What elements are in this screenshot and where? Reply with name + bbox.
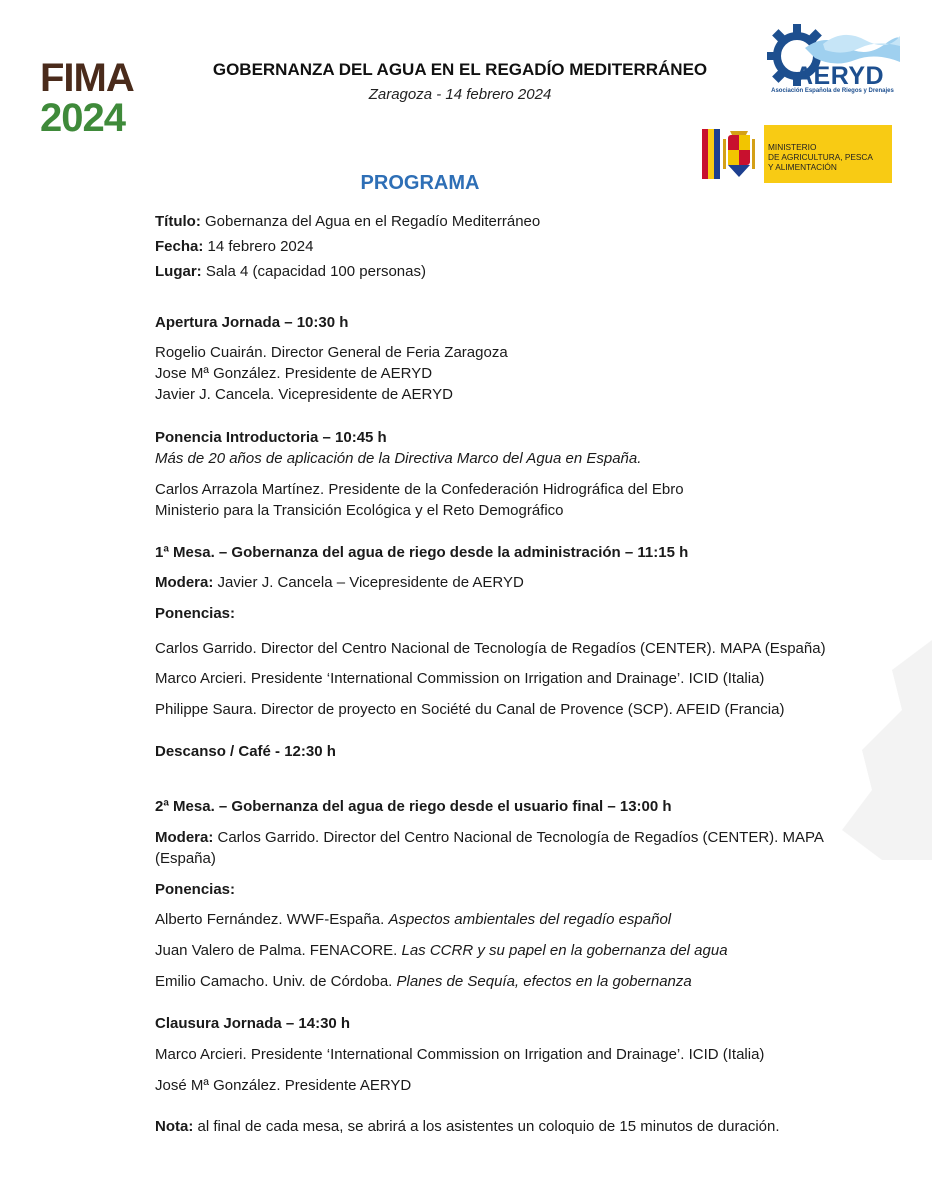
mesa2-modera-value-cont: (España) bbox=[155, 850, 216, 867]
lugar-row bbox=[155, 262, 426, 281]
mesa2-ponencia bbox=[155, 972, 692, 991]
mesa1-ponencia: Carlos Garrido. Director del Centro Nacional de Tecnología de Regadíos (CENTER). MAPA (España) bbox=[155, 640, 826, 657]
titulo-value: Gobernanza del Agua en el Regadío Mediterráneo bbox=[200, 213, 541, 230]
aeryd-logo-tagline: Asociación Española de Riegos y Drenajes bbox=[771, 88, 894, 94]
clausura-speaker: José Mª González. Presidente AERYD bbox=[155, 1077, 412, 1094]
titulo-row bbox=[155, 212, 540, 231]
mesa1-ponencias-label: Ponencias: bbox=[155, 605, 236, 622]
mesa2-modera-row bbox=[155, 828, 824, 847]
fima-2024-logo bbox=[40, 58, 160, 148]
mesa2-heading: 2ª Mesa. – Gobernanza del agua de riego desde el usuario final – 13:00 h bbox=[155, 798, 672, 815]
mesa2-ponencia bbox=[155, 941, 728, 960]
mesa2-ponencia-topic: Las CCRR y su papel en la gobernanza del agua bbox=[401, 942, 728, 959]
nota-label: Nota: bbox=[155, 1118, 194, 1135]
mesa1-modera-row bbox=[155, 573, 524, 592]
titulo-label: Título: bbox=[155, 213, 201, 230]
lugar-value: Sala 4 (capacidad 100 personas) bbox=[201, 263, 426, 280]
mesa1-ponencia: Marco Arcieri. Presidente ‘International Commission on Irrigation and Drainage’. ICID (Italia) bbox=[155, 670, 765, 687]
fecha-row bbox=[155, 237, 313, 256]
document-title: GOBERNANZA DEL AGUA EN EL REGADÍO MEDITERRÁNEO bbox=[212, 60, 708, 79]
mesa2-ponencia-topic: Aspectos ambientales del regadío español bbox=[388, 911, 672, 928]
apertura-speaker: Jose Mª González. Presidente de AERYD bbox=[155, 365, 433, 382]
mesa2-ponencia-topic: Planes de Sequía, efectos en la gobernanza bbox=[396, 973, 692, 990]
spain-coat-of-arms-icon bbox=[698, 125, 764, 183]
aeryd-logo bbox=[765, 18, 900, 96]
nota-text: al final de cada mesa, se abrirá a los asistentes un coloquio de 15 minutos de duración. bbox=[193, 1118, 780, 1135]
apertura-speaker: Rogelio Cuairán. Director General de Feria Zaragoza bbox=[155, 344, 508, 361]
apertura-speaker: Javier J. Cancela. Vicepresidente de AERYD bbox=[155, 386, 453, 403]
mesa1-ponencia: Philippe Saura. Director de proyecto en Société du Canal de Provence (SCP). AFEID (Francia) bbox=[155, 701, 785, 718]
mesa1-modera-value: Javier J. Cancela – Vicepresidente de AERYD bbox=[213, 574, 524, 591]
mesa2-modera-label: Modera: bbox=[155, 829, 214, 846]
mesa2-modera-value: Carlos Garrido. Director del Centro Nacional de Tecnología de Regadíos (CENTER). MAPA bbox=[213, 829, 824, 846]
clausura-heading: Clausura Jornada – 14:30 h bbox=[155, 1015, 351, 1032]
nota-row bbox=[155, 1117, 780, 1136]
aeryd-logo-name: AERYD bbox=[795, 62, 885, 90]
fecha-label: Fecha: bbox=[155, 238, 204, 255]
mesa2-ponencia-speaker: Alberto Fernández. WWF-España. bbox=[155, 911, 389, 928]
ministerio-line-3: Y ALIMENTACIÓN bbox=[768, 162, 837, 172]
mesa2-ponencia-speaker: Juan Valero de Palma. FENACORE. bbox=[155, 942, 402, 959]
mesa2-ponencias-label: Ponencias: bbox=[155, 881, 236, 898]
ponencia-intro-speaker: Carlos Arrazola Martínez. Presidente de la Confederación Hidrográfica del Ebro bbox=[155, 481, 684, 498]
document-subtitle: Zaragoza - 14 febrero 2024 bbox=[368, 86, 552, 103]
apertura-heading: Apertura Jornada – 10:30 h bbox=[155, 314, 349, 331]
mesa2-ponencia-speaker: Emilio Camacho. Univ. de Córdoba. bbox=[155, 973, 397, 990]
ponencia-intro-topic: Más de 20 años de aplicación de la Directiva Marco del Agua en España. bbox=[155, 450, 642, 467]
fima-logo-text: FIMA bbox=[40, 56, 134, 100]
lugar-label: Lugar: bbox=[155, 263, 202, 280]
ministerio-logo bbox=[698, 125, 892, 183]
ministerio-line-1: MINISTERIO bbox=[768, 142, 817, 152]
descanso-heading: Descanso / Café - 12:30 h bbox=[155, 743, 336, 760]
ponencia-intro-heading: Ponencia Introductoria – 10:45 h bbox=[155, 429, 387, 446]
fecha-value: 14 febrero 2024 bbox=[203, 238, 314, 255]
background-watermark-shape bbox=[772, 640, 932, 860]
ponencia-intro-affiliation: Ministerio para la Transición Ecológica y el Reto Demográfico bbox=[155, 502, 564, 519]
fima-logo-year: 2024 bbox=[40, 96, 125, 140]
mesa1-modera-label: Modera: bbox=[155, 574, 214, 591]
mesa2-ponencia bbox=[155, 910, 671, 929]
mesa1-heading: 1ª Mesa. – Gobernanza del agua de riego desde la administración – 11:15 h bbox=[155, 544, 689, 561]
clausura-speaker: Marco Arcieri. Presidente ‘International Commission on Irrigation and Drainage’. ICID (Italia) bbox=[155, 1046, 765, 1063]
programa-heading: PROGRAMA bbox=[360, 172, 480, 194]
ministerio-line-2: DE AGRICULTURA, PESCA bbox=[768, 152, 873, 162]
ministerio-logo-text bbox=[768, 142, 873, 172]
